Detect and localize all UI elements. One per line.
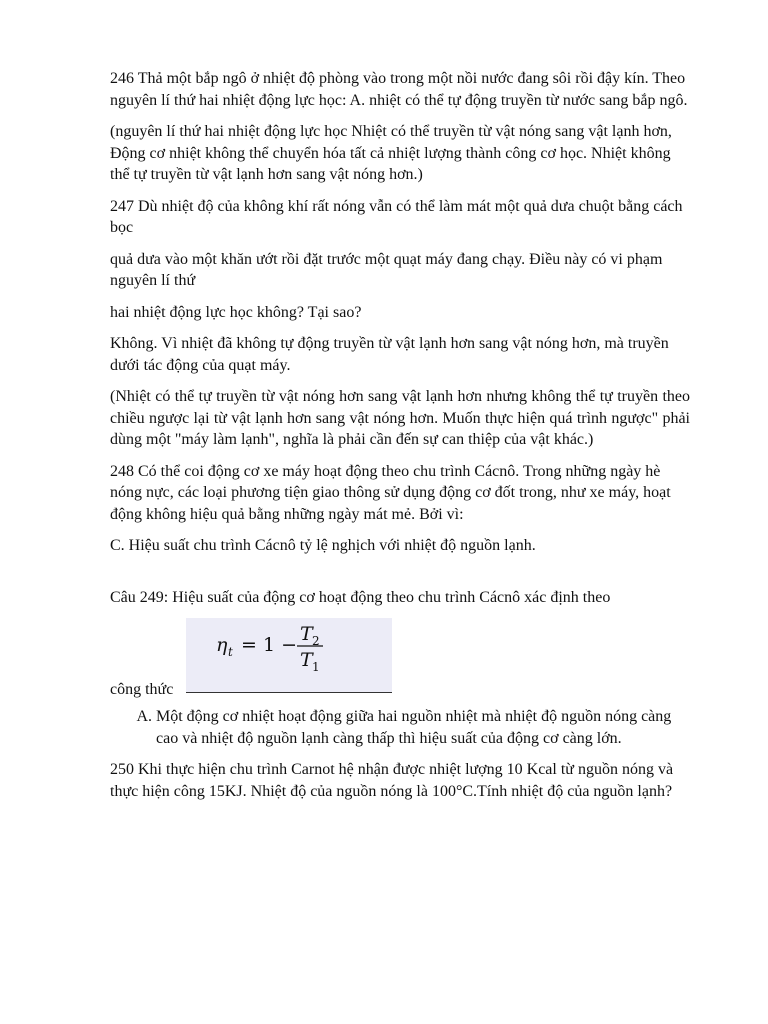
formula-line bbox=[110, 618, 690, 700]
formula-denominator-sub: 1 bbox=[312, 660, 320, 674]
question-247-part1: 247 Dù nhiệt độ của không khí rất nóng vẫn có thể làm mát một quả dưa chuột bằng cách bọc bbox=[110, 197, 683, 236]
formula-numerator-sub: 2 bbox=[312, 634, 320, 648]
formula-svg bbox=[186, 618, 392, 692]
question-246-note: (nguyên lí thứ hai nhiệt động lực học Nhiệt có thể truyền từ vật nóng sang vật lạnh hơn, Động cơ nhiệt không thể chuyển hóa tất cả nhiệt lượng thành công cơ học. Nhiệt không thể tự truyền từ vật lạnh hơn sang vật nóng hơn.) bbox=[110, 123, 672, 183]
formula-label: công thức bbox=[110, 680, 174, 698]
formula-equals-one-minus: = 1 − bbox=[241, 634, 298, 656]
formula-lhs-sub: t bbox=[228, 645, 233, 659]
question-250: 250 Khi thực hiện chu trình Carnot hệ nhận được nhiệt lượng 10 Kcal từ nguồn nóng và thực hiện công 15KJ. Nhiệt độ của nguồn nóng là 100°C.Tính nhiệt độ của nguồn lạnh? bbox=[110, 761, 674, 800]
question-246: 246 Thả một bắp ngô ở nhiệt độ phòng vào trong một nồi nước đang sôi rồi đậy kín. Theo nguyên lí thứ hai nhiệt động lực học: A. nhiệt có thể tự động truyền từ nước sang bắp ngô. bbox=[110, 70, 688, 109]
document-page bbox=[110, 68, 690, 812]
formula-lhs: η bbox=[216, 634, 228, 656]
answer-option-a: A. Một động cơ nhiệt hoạt động giữa hai nguồn nhiệt mà nhiệt độ nguồn nóng càng cao và nhiệt độ nguồn lạnh càng thấp thì hiệu suất của động cơ càng lớn. bbox=[156, 706, 690, 749]
carnot-efficiency-formula bbox=[186, 618, 392, 693]
question-247-answer: Không. Vì nhiệt đã không tự động truyền từ vật lạnh hơn sang vật nóng hơn, mà truyền dưới tác động của quạt máy. bbox=[110, 335, 669, 374]
formula-numerator: T bbox=[300, 623, 313, 645]
formula-denominator: T bbox=[300, 649, 313, 671]
question-248-answer: C. Hiệu suất chu trình Cácnô tỷ lệ nghịch với nhiệt độ nguồn lạnh. bbox=[110, 537, 536, 554]
question-248: 248 Có thể coi động cơ xe máy hoạt động theo chu trình Cácnô. Trong những ngày hè nóng nực, các loại phương tiện giao thông sử dụng động cơ đốt trong, như xe máy, hoạt động không hiệu quả bằng những ngày mát mẻ. Bởi vì: bbox=[110, 462, 671, 523]
question-249-answers bbox=[110, 706, 690, 749]
question-249: Câu 249: Hiệu suất của động cơ hoạt động theo chu trình Cácnô xác định theo bbox=[110, 588, 611, 606]
question-247-part2: quả dưa vào một khăn ướt rồi đặt trước một quạt máy đang chạy. Điều này có vi phạm nguyên lí thứ bbox=[110, 250, 663, 289]
question-247-note: (Nhiệt có thể tự truyền từ vật nóng hơn sang vật lạnh hơn nhưng không thể tự truyền theo chiều ngược lại từ vật lạnh hơn sang vật nóng hơn. Muốn thực hiện quá trình ngược" phải dùng một "máy làm lạnh", nghĩa là phải cần đến sự can thiệp của vật khác.) bbox=[110, 388, 690, 448]
question-247-part3: hai nhiệt động lực học không? Tại sao? bbox=[110, 303, 362, 321]
